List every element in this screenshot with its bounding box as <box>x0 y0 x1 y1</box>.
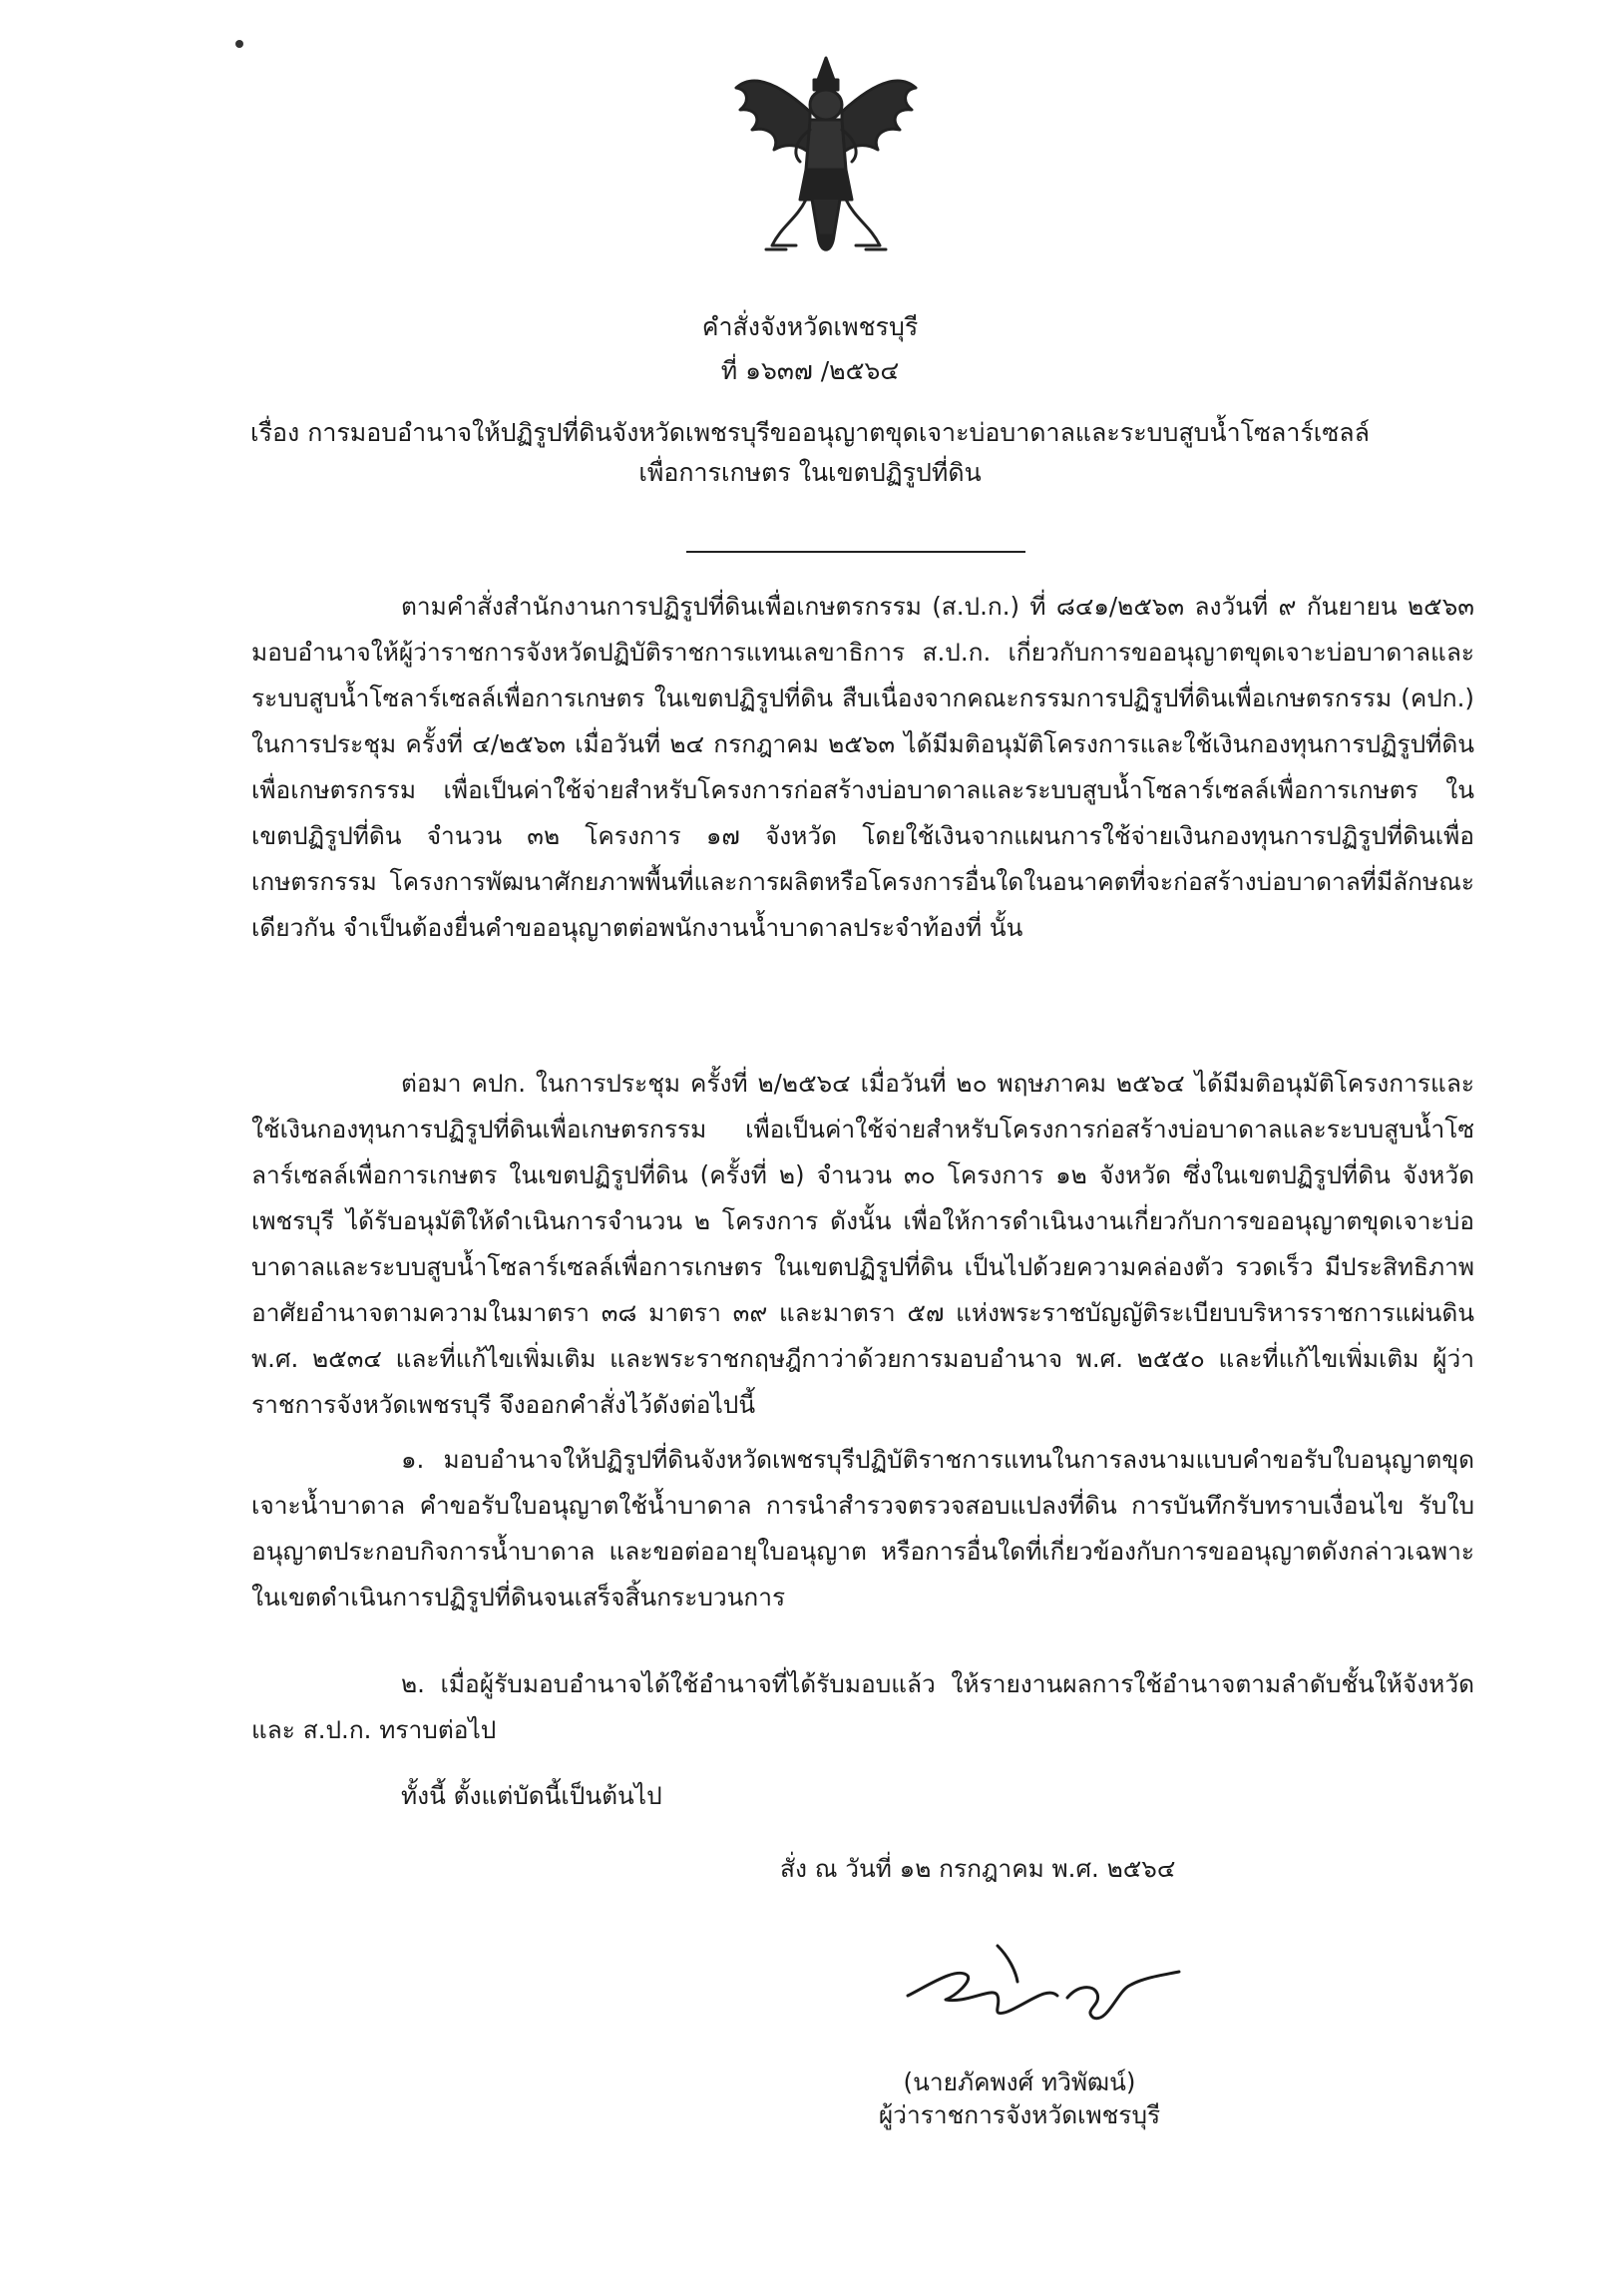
order-title: คำสั่งจังหวัดเพชรบุรี <box>701 312 919 341</box>
divider-rule <box>686 551 1025 553</box>
signature <box>898 1926 1187 2036</box>
scan-dot <box>235 40 243 48</box>
signatory-position: ผู้ว่าราชการจังหวัดเพชรบุรี <box>878 2100 1161 2129</box>
paragraph-1 <box>251 584 1474 951</box>
subject-line-2: เพื่อการเกษตร ในเขตปฏิรูปที่ดิน <box>638 458 982 487</box>
subject <box>150 413 1470 493</box>
item-1 <box>251 1437 1474 1620</box>
item-1-text: ๑. มอบอำนาจให้ปฏิรูปที่ดินจังหวัดเพชรบุรีปฏิบัติราชการแทนในการลงนามแบบคำขอรับใบอนุญาตขุดเจาะน้ำบาดาล คำขอรับใบอนุญาตใช้น้ำบาดาล การนำสำรวจตรวจสอบแปลงที่ดิน การบันทึกรับทราบเงื่อนไข รับใบอนุญาตประกอบกิจการน้ำบาดาล และขอต่ออายุใบอนุญาต หรือการอื่นใดที่เกี่ยวข้องกับการขออนุญาตดังกล่าวเฉพาะในเขตดำเนินการปฏิรูปที่ดินจนเสร็จสิ้นกระบวนการ <box>251 1445 1474 1611</box>
item-2 <box>251 1661 1474 1753</box>
garuda-emblem-icon <box>726 50 926 279</box>
subject-line-1: เรื่อง การมอบอำนาจให้ปฏิรูปที่ดินจังหวัดเพชรบุรีขออนุญาตขุดเจาะบ่อบาดาลและระบบสูบน้ำโซลาร์เซลล์ <box>250 418 1370 447</box>
paragraph-2 <box>251 1061 1474 1428</box>
signatory-name: (นายภัคพงศ์ ทวิพัฒน์) <box>903 2067 1136 2096</box>
order-number: ที่ ๑๖๓๗ /๒๕๖๔ <box>720 356 900 385</box>
item-2-text: ๒. เมื่อผู้รับมอบอำนาจได้ใช้อำนาจที่ได้รับมอบแล้ว ให้รายงานผลการใช้อำนาจตามลำดับชั้นให้จังหวัดและ ส.ป.ก. ทราบต่อไป <box>251 1669 1474 1744</box>
closing-text: ทั้งนี้ ตั้งแต่บัดนี้เป็นต้นไป <box>401 1781 662 1810</box>
paragraph-2-text: ต่อมา คปก. ในการประชุม ครั้งที่ ๒/๒๕๖๔ เมื่อวันที่ ๒๐ พฤษภาคม ๒๕๖๔ ได้มีมติอนุมัติโครงการและใช้เงินกองทุนการปฏิรูปที่ดินเพื่อเกษตรกรรม เพื่อเป็นค่าใช้จ่ายสำหรับโครงการก่อสร้างบ่อบาดาลและระบบสูบน้ำโซลาร์เซลล์เพื่อการเกษตร ในเขตปฏิรูปที่ดิน (ครั้งที่ ๒) จำนวน ๓๐ โครงการ ๑๒ จังหวัด ซึ่งในเขตปฏิรูปที่ดิน จังหวัดเพชรบุรี ได้รับอนุมัติให้ดำเนินการจำนวน ๒ โครงการ ดังนั้น เพื่อให้การดำเนินงานเกี่ยวกับการขออนุญาตขุดเจาะบ่อบาดาลและระบบสูบน้ำโซลาร์เซลล์เพื่อการเกษตร ในเขตปฏิรูปที่ดิน เป็นไปด้วยความคล่องตัว รวดเร็ว มีประสิทธิภาพ อาศัยอำนาจตามความในมาตรา ๓๘ มาตรา ๓๙ และมาตรา ๕๗ แห่งพระราชบัญญัติระเบียบบริหารราชการแผ่นดิน พ.ศ. ๒๕๓๔ และที่แก้ไขเพิ่มเติม และพระราชกฤษฎีกาว่าด้วยการมอบอำนาจ พ.ศ. ๒๕๕๐ และที่แก้ไขเพิ่มเติม ผู้ว่าราชการจังหวัดเพชรบุรี จึงออกคำสั่งไว้ดังต่อไปนี้ <box>251 1069 1474 1419</box>
paragraph-1-text: ตามคำสั่งสำนักงานการปฏิรูปที่ดินเพื่อเกษตรกรรม (ส.ป.ก.) ที่ ๘๔๑/๒๕๖๓ ลงวันที่ ๙ กันยายน ๒๕๖๓ มอบอำนาจให้ผู้ว่าราชการจังหวัดปฏิบัติราชการแทนเลขาธิการ ส.ป.ก. เกี่ยวกับการขออนุญาตขุดเจาะบ่อบาดาลและระบบสูบน้ำโซลาร์เซลล์เพื่อการเกษตร ในเขตปฏิรูปที่ดิน สืบเนื่องจากคณะกรรมการปฏิรูปที่ดินเพื่อเกษตรกรรม (คปก.) ในการประชุม ครั้งที่ ๔/๒๕๖๓ เมื่อวันที่ ๒๔ กรกฎาคม ๒๕๖๓ ได้มีมติอนุมัติโครงการและใช้เงินกองทุนการปฏิรูปที่ดินเพื่อเกษตรกรรม เพื่อเป็นค่าใช้จ่ายสำหรับโครงการก่อสร้างบ่อบาดาลและระบบสูบน้ำโซลาร์เซลล์เพื่อการเกษตร ในเขตปฏิรูปที่ดิน จำนวน ๓๒ โครงการ ๑๗ จังหวัด โดยใช้เงินจากแผนการใช้จ่ายเงินกองทุนการปฏิรูปที่ดินเพื่อเกษตรกรรม โครงการพัฒนาศักยภาพพื้นที่และการผลิตหรือโครงการอื่นใดในอนาคตที่จะก่อสร้างบ่อบาดาลที่มีลักษณะเดียวกัน จำเป็นต้องยื่นคำขออนุญาตต่อพนักงานน้ำบาดาลประจำท้องที่ นั้น <box>251 592 1474 942</box>
given-date: สั่ง ณ วันที่ ๑๒ กรกฎาคม พ.ศ. ๒๕๖๔ <box>780 1854 1176 1883</box>
